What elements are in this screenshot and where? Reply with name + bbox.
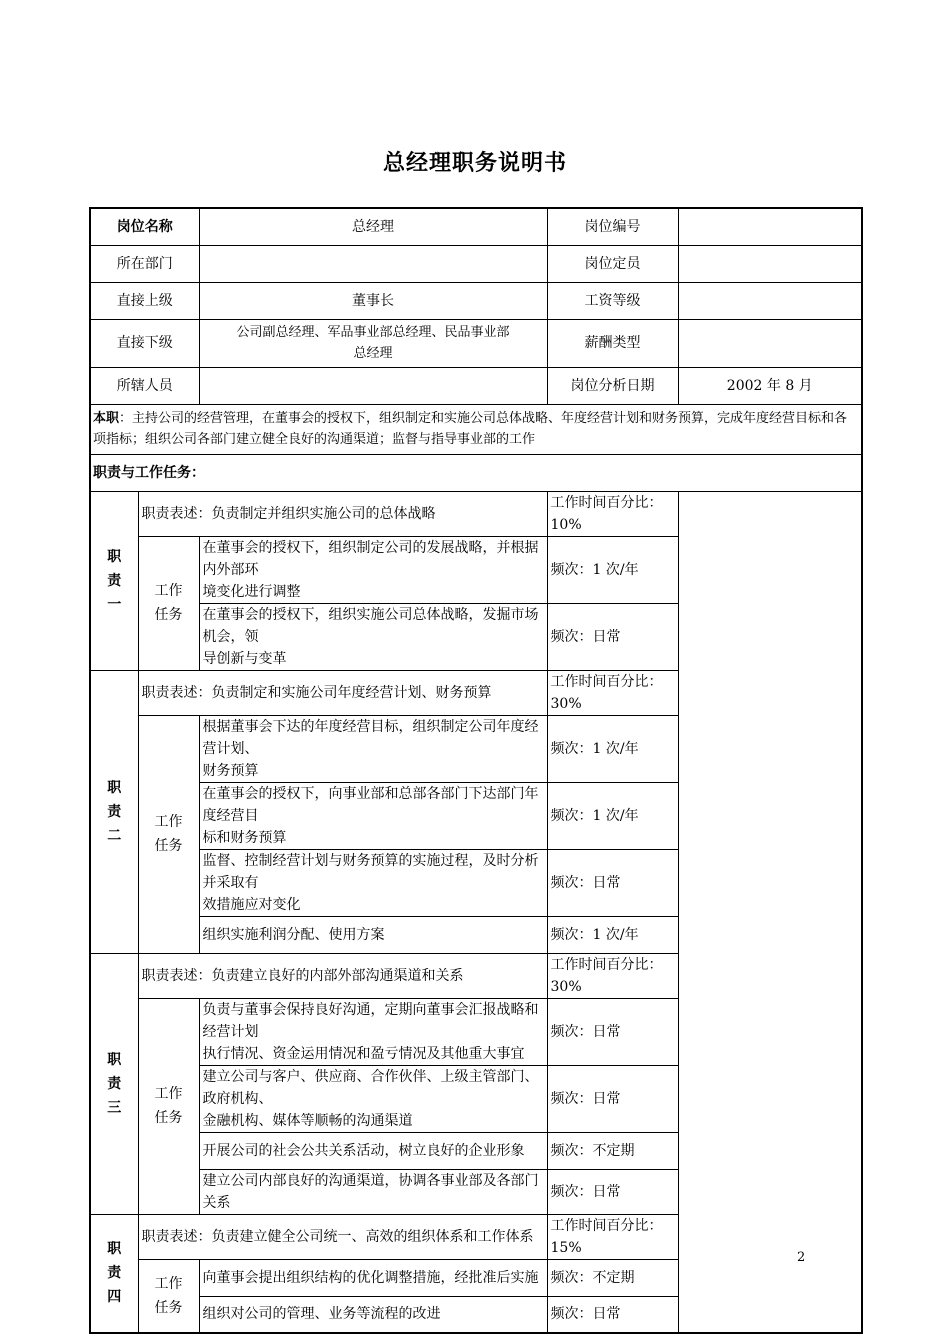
task-text: 根据董事会下达的年度经营目标，组织制定公司年度经营计划、 财务预算	[199, 715, 547, 782]
staff-value	[199, 367, 547, 404]
analysis-date-value: 2002 年 8 月	[678, 367, 862, 404]
task-frequency: 频次：不定期	[547, 1259, 678, 1296]
duty-label: 职 责 一	[90, 491, 138, 670]
page-title: 总经理职务说明书	[382, 151, 567, 176]
position-name-label: 岗位名称	[90, 208, 199, 245]
duties-header: 职责与工作任务：	[90, 454, 862, 491]
task-text: 在董事会的授权下，组织实施公司总体战略，发掘市场机会，领 导创新与变革	[199, 603, 547, 670]
task-frequency: 频次：日常	[547, 603, 678, 670]
staff-label: 所辖人员	[90, 367, 199, 404]
duty-time-percent: 工作时间百分比：15%	[547, 1214, 678, 1259]
duty-statement: 职责表述：负责制定并组织实施公司的总体战略	[138, 491, 547, 536]
salary-grade-value	[678, 282, 862, 319]
subordinates-line-1: 公司副总经理、军品事业部总经理、民品事业部	[236, 325, 510, 340]
duty-statement: 职责表述：负责制定和实施公司年度经营计划、财务预算	[138, 670, 547, 715]
duty-statement: 职责表述：负责建立健全公司统一、高效的组织体系和工作体系	[138, 1214, 547, 1259]
task-text: 向董事会提出组织结构的优化调整措施，经批准后实施	[199, 1259, 547, 1296]
headcount-label: 岗位定员	[547, 245, 678, 282]
task-frequency: 频次：1 次/年	[547, 536, 678, 603]
duty-statement: 职责表述：负责建立良好的内部外部沟通渠道和关系	[138, 953, 547, 998]
pay-type-value	[678, 319, 862, 367]
task-label: 工作 任务	[138, 1259, 199, 1333]
task-frequency: 频次：日常	[547, 998, 678, 1065]
duty-label: 职 责 四	[90, 1214, 138, 1333]
position-code-value	[678, 208, 862, 245]
salary-grade-label: 工资等级	[547, 282, 678, 319]
task-frequency: 频次：1 次/年	[547, 782, 678, 849]
task-frequency: 频次：不定期	[547, 1132, 678, 1169]
duty-time-percent: 工作时间百分比：30%	[547, 670, 678, 715]
duty-time-percent: 工作时间百分比：30%	[547, 953, 678, 998]
core-label: 本职	[93, 411, 120, 426]
headcount-value	[678, 245, 862, 282]
task-frequency: 频次：日常	[547, 1296, 678, 1333]
task-text: 组织实施利润分配、使用方案	[199, 916, 547, 953]
task-text: 建立公司与客户、供应商、合作伙伴、上级主管部门、政府机构、 金融机构、媒体等顺畅的沟通渠道	[199, 1065, 547, 1132]
position-name-value: 总经理	[199, 208, 547, 245]
task-frequency: 频次：日常	[547, 1169, 678, 1214]
task-text: 负责与董事会保持良好沟通，定期向董事会汇报战略和经营计划 执行情况、资金运用情况和盈亏情况及其他重大事宜	[199, 998, 547, 1065]
task-text: 组织对公司的管理、业务等流程的改进	[199, 1296, 547, 1333]
page-number: 2	[797, 1250, 806, 1265]
task-frequency: 频次：1 次/年	[547, 715, 678, 782]
task-text: 在董事会的授权下，向事业部和总部各部门下达部门年度经营目 标和财务预算	[199, 782, 547, 849]
pay-type-label: 薪酬类型	[547, 319, 678, 367]
task-label: 工作 任务	[138, 998, 199, 1214]
subordinates-line-2: 总经理	[353, 346, 393, 361]
task-text: 建立公司内部良好的沟通渠道，协调各事业部及各部门关系	[199, 1169, 547, 1214]
duty-label: 职 责 二	[90, 670, 138, 953]
duty-time-percent: 工作时间百分比：10%	[547, 491, 678, 536]
subordinates-value	[199, 319, 547, 367]
department-value	[199, 245, 547, 282]
task-frequency: 频次：1 次/年	[547, 916, 678, 953]
analysis-date-label: 岗位分析日期	[547, 367, 678, 404]
task-frequency: 频次：日常	[547, 1065, 678, 1132]
task-label: 工作 任务	[138, 536, 199, 670]
core-responsibility	[90, 404, 862, 454]
core-text: ：主持公司的经营管理，在董事会的授权下，组织制定和实施公司总体战略、年度经营计划和财务预算，完成年度经营目标和各项指标；组织公司各部门建立健全良好的沟通渠道；监督与指导事业部的工作	[93, 411, 848, 447]
superior-label: 直接上级	[90, 282, 199, 319]
superior-value: 董事长	[199, 282, 547, 319]
task-frequency: 频次：日常	[547, 849, 678, 916]
subordinates-label: 直接下级	[90, 319, 199, 367]
task-text: 开展公司的社会公共关系活动，树立良好的企业形象	[199, 1132, 547, 1169]
department-label: 所在部门	[90, 245, 199, 282]
task-text: 在董事会的授权下，组织制定公司的发展战略，并根据内外部环 境变化进行调整	[199, 536, 547, 603]
duty-label: 职 责 三	[90, 953, 138, 1214]
task-text: 监督、控制经营计划与财务预算的实施过程，及时分析并采取有 效措施应对变化	[199, 849, 547, 916]
task-label: 工作 任务	[138, 715, 199, 953]
position-code-label: 岗位编号	[547, 208, 678, 245]
job-description-table	[89, 207, 863, 1334]
